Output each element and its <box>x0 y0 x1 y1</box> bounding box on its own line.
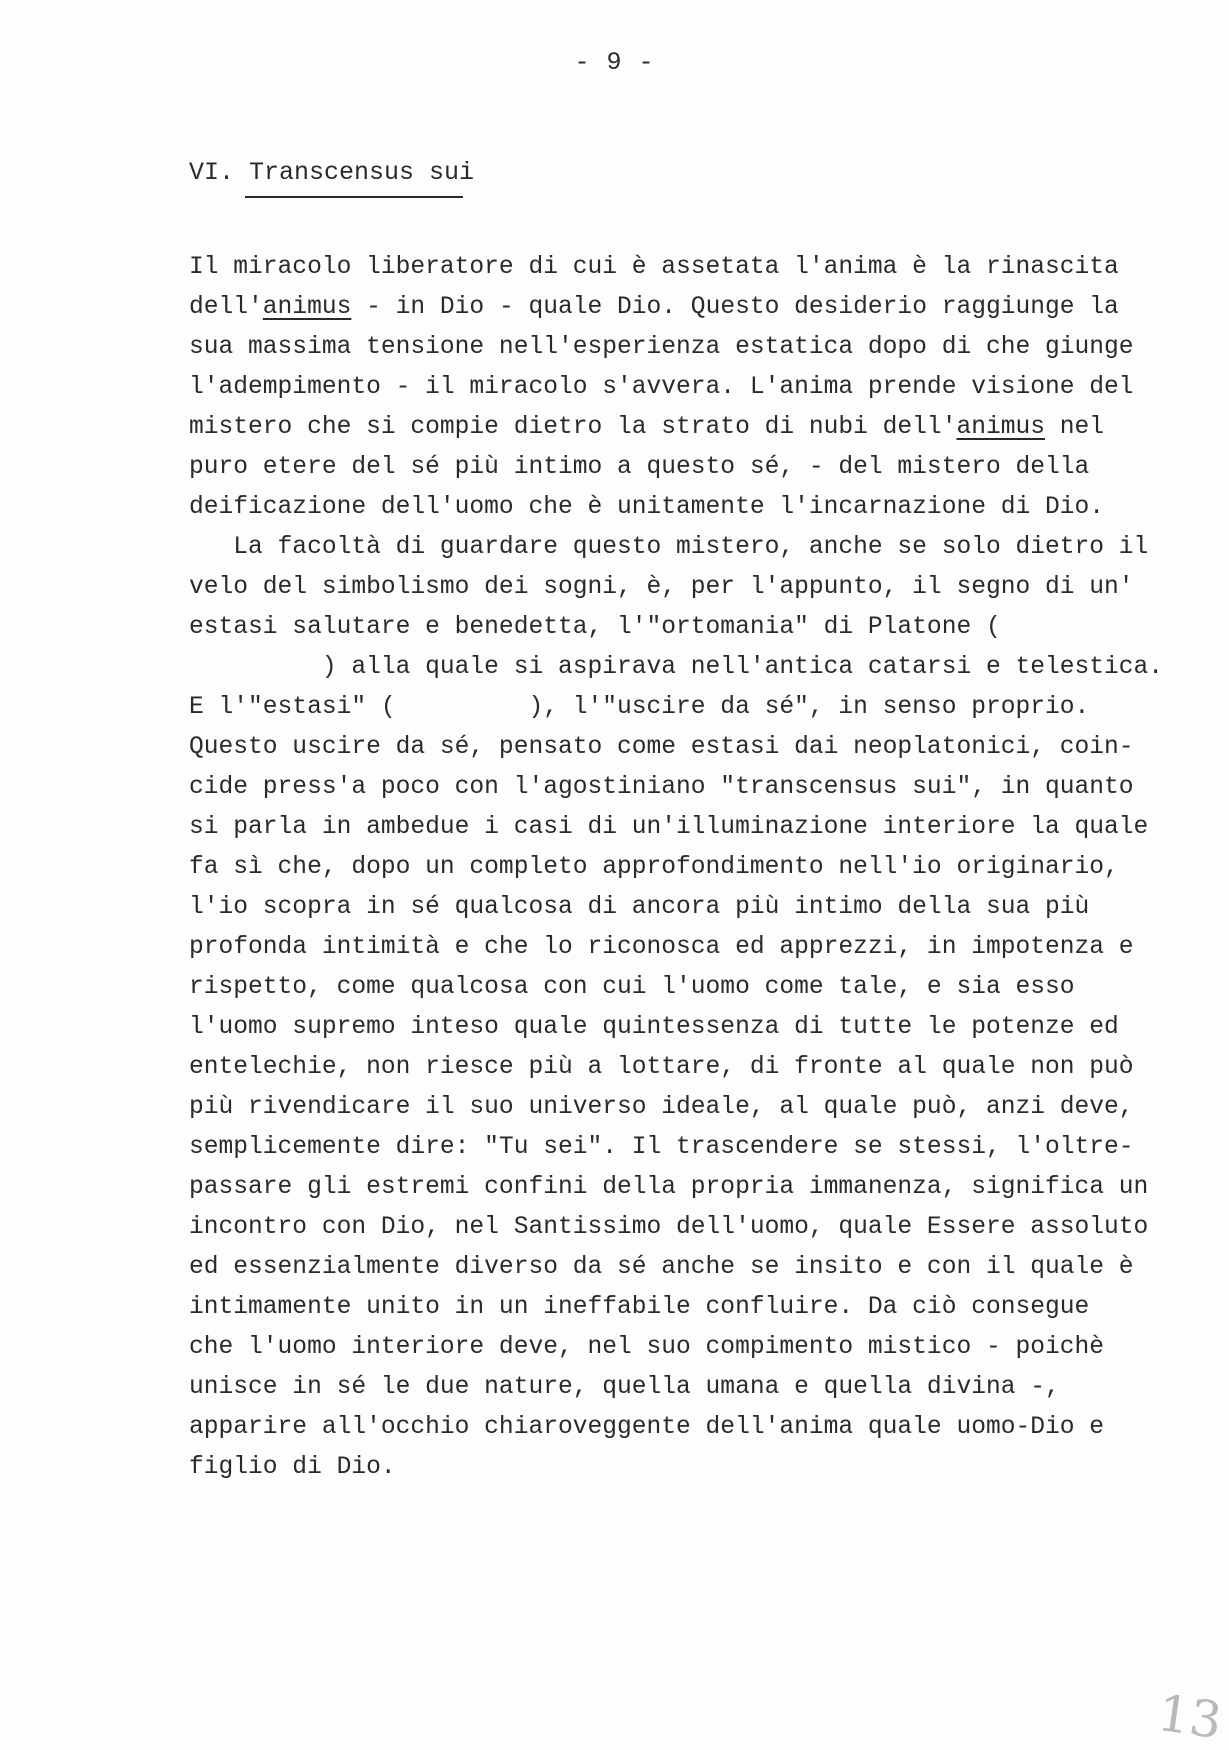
text-line <box>189 1208 1169 1248</box>
text-segment: velo del simbolismo dei sogni, è, per l'appunto, il segno di un' <box>189 574 1134 601</box>
text-line <box>189 1328 1169 1368</box>
text-segment: dell' <box>189 294 263 321</box>
heading-underline <box>245 196 463 198</box>
text-line <box>189 808 1169 848</box>
text-line <box>189 728 1169 768</box>
text-line <box>189 1248 1169 1288</box>
text-line <box>189 408 1169 448</box>
text-segment: profonda intimità e che lo riconosca ed apprezzi, in impotenza e <box>189 934 1134 961</box>
section-heading: VI. Transcensus sui <box>189 158 475 187</box>
text-segment: fa sì che, dopo un completo approfondimento nell'io originario, <box>189 854 1119 881</box>
text-line <box>189 1288 1169 1328</box>
text-segment: intimamente unito in un ineffabile confluire. Da ciò consegue <box>189 1294 1090 1321</box>
text-segment: che l'uomo interiore deve, nel suo compimento mistico - poichè <box>189 1334 1105 1361</box>
text-segment: l'io scopra in sé qualcosa di ancora più intimo della sua più <box>189 894 1090 921</box>
text-segment: sua massima tensione nell'esperienza estatica dopo di che giunge <box>189 334 1134 361</box>
text-segment: deificazione dell'uomo che è unitamente l'incarnazione di Dio. <box>189 494 1105 521</box>
text-line <box>189 1048 1169 1088</box>
text-segment: rispetto, come qualcosa con cui l'uomo come tale, e sia esso <box>189 974 1075 1001</box>
text-line <box>189 688 1169 728</box>
text-segment: cide press'a poco con l'agostiniano "transcensus sui", in quanto <box>189 774 1134 801</box>
text-segment: puro etere del sé più intimo a questo sé, - del mistero della <box>189 454 1090 481</box>
text-line <box>189 608 1169 648</box>
text-segment: unisce in sé le due nature, quella umana e quella divina -, <box>189 1374 1060 1401</box>
text-line <box>189 368 1169 408</box>
text-segment: mistero che si compie dietro la strato di nubi dell' <box>189 414 957 441</box>
text-segment: passare gli estremi confini della propria immanenza, significa un <box>189 1174 1149 1201</box>
text-line <box>189 968 1169 1008</box>
text-line <box>189 1168 1169 1208</box>
text-segment: si parla in ambedue i casi di un'illuminazione interiore la quale <box>189 814 1149 841</box>
text-line <box>189 648 1169 688</box>
text-segment: La facoltà di guardare questo mistero, anche se solo dietro il <box>189 534 1149 561</box>
text-line <box>189 248 1169 288</box>
page-number: - 9 - <box>574 48 655 77</box>
paragraph <box>189 528 1169 1488</box>
text-segment: entelechie, non riesce più a lottare, di fronte al quale non può <box>189 1054 1134 1081</box>
text-segment: figlio di Dio. <box>189 1454 396 1481</box>
text-line <box>189 768 1169 808</box>
text-segment: più rivendicare il suo universo ideale, al quale può, anzi deve, <box>189 1094 1134 1121</box>
text-line <box>189 448 1169 488</box>
text-line <box>189 1368 1169 1408</box>
text-segment: apparire all'occhio chiaroveggente dell'anima quale uomo-Dio e <box>189 1414 1105 1441</box>
text-line <box>189 328 1169 368</box>
underlined-term: animus <box>262 294 352 321</box>
text-segment: ed essenzialmente diverso da sé anche se insito e con il quale è <box>189 1254 1134 1281</box>
text-segment: ) alla quale si aspirava nell'antica catarsi e telestica. <box>189 654 1164 681</box>
text-line <box>189 288 1169 328</box>
text-line <box>189 528 1169 568</box>
paragraph <box>189 248 1169 528</box>
text-line <box>189 848 1169 888</box>
text-line <box>189 488 1169 528</box>
text-line <box>189 568 1169 608</box>
text-segment: Questo uscire da sé, pensato come estasi dai neoplatonici, coin- <box>189 734 1134 761</box>
text-segment: l'uomo supremo inteso quale quintessenza di tutte le potenze ed <box>189 1014 1119 1041</box>
text-line <box>189 928 1169 968</box>
text-line <box>189 888 1169 928</box>
text-line <box>189 1448 1169 1488</box>
text-segment: Il miracolo liberatore di cui è assetata l'anima è la rinascita <box>189 254 1119 281</box>
text-line <box>189 1128 1169 1168</box>
text-segment: E l'"estasi" ( ), l'"uscire da sé", in senso proprio. <box>189 694 1090 721</box>
text-segment: incontro con Dio, nel Santissimo dell'uomo, quale Essere assoluto <box>189 1214 1149 1241</box>
text-segment: semplicemente dire: "Tu sei". Il trascendere se stessi, l'oltre- <box>189 1134 1134 1161</box>
text-segment: - in Dio - quale Dio. Questo desiderio raggiunge la <box>351 294 1119 321</box>
underlined-term: animus <box>956 414 1046 441</box>
handwritten-folio-number: 13 <box>1154 1683 1226 1750</box>
text-line <box>189 1088 1169 1128</box>
text-segment: nel <box>1045 414 1105 441</box>
text-line <box>189 1008 1169 1048</box>
body-text <box>189 248 1169 1488</box>
text-line <box>189 1408 1169 1448</box>
text-segment: estasi salutare e benedetta, l'"ortomania" di Platone ( <box>189 614 1001 641</box>
text-segment: l'adempimento - il miracolo s'avvera. L'anima prende visione del <box>189 374 1134 401</box>
